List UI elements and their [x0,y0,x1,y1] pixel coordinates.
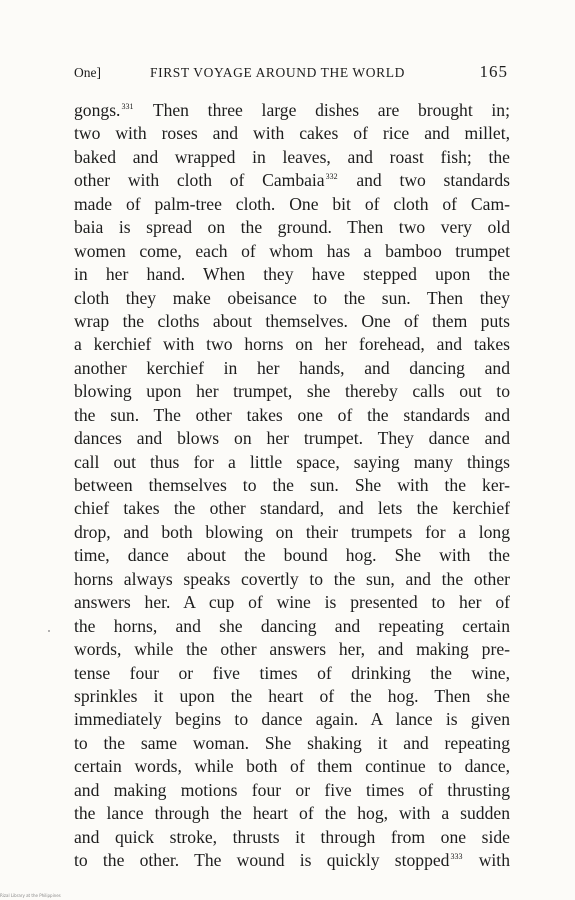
text-line [74,826,510,849]
text-line-segment: chief takes the other standard, and lets the kerchief [74,498,510,519]
scan-footer: Rizal Library at the Philippines [0,893,61,898]
text-line-segment: tense four or five times of drinking the wine, [74,662,510,683]
text-line-segment: blowing upon her trumpet, she thereby calls out to [74,381,510,402]
text-line-segment: and quick stroke, thrusts it through from one side [74,826,510,847]
text-line-segment: other with cloth of Cambaia [74,170,325,191]
text-line [74,591,510,614]
text-line-segment: certain words, while both of them continue to dance, [74,756,510,777]
footnote-marker: 331 [121,102,134,111]
text-line-segment: dances and blows on her trumpet. They dance and [74,428,510,449]
text-line [74,685,510,708]
text-line [74,755,510,778]
body-text [74,99,510,872]
text-line-segment: the lance through the heart of the hog, with a sudden [74,803,510,824]
text-line-segment: made of palm-tree cloth. One bit of cloth of Cam- [74,193,510,214]
text-line-segment: the horns, and she dancing and repeating certain [74,615,510,636]
footnote-marker: 332 [325,172,338,182]
text-line-segment: two with roses and with cakes of rice and millet, [74,123,510,144]
text-line-segment: baia is spread on the ground. Then two very old [74,217,510,238]
text-line-segment: time, dance about the bound hog. She with the [74,545,510,566]
text-line-segment: call out thus for a little space, saying many things [74,451,510,472]
text-line [74,779,510,802]
text-line [74,357,510,380]
text-line [74,216,510,239]
text-line [74,380,510,403]
text-line [74,497,510,520]
text-line [74,99,510,122]
text-line [74,568,510,591]
text-line-segment: words, while the other answers her, and making pre- [74,639,510,660]
text-line-segment: and making motions four or five times of thrusting [74,779,510,800]
text-line [74,404,510,427]
running-title: FIRST VOYAGE AROUND THE WORLD [150,65,405,80]
text-line-segment: women come, each of whom has a bamboo trumpet [74,240,510,261]
text-line [74,521,510,544]
text-line [74,474,510,497]
text-line-segment: in her hand. When they have stepped upon the [74,264,510,285]
text-line [74,333,510,356]
text-line-segment: gongs. [74,100,121,120]
text-line-segment: another kerchief in her hands, and dancing and [74,357,510,378]
text-line-segment: sprinkles it upon the heart of the hog. Then she [74,685,510,706]
running-header [74,62,508,84]
text-line [74,427,510,450]
text-line-segment: to the other. The wound is quickly stopped [74,850,450,870]
text-line [74,287,510,310]
text-line-segment: immediately begins to dance again. A lance is given [74,709,510,730]
text-line-segment: Then three large dishes are brought in; [134,100,510,120]
page-speck [48,630,50,632]
text-line [74,638,510,661]
text-line-segment: drop, and both blowing on their trumpets for a long [74,521,510,542]
text-line-segment: a kerchief with two horns on her forehead, and takes [74,334,510,355]
text-line [74,310,510,333]
text-line [74,146,510,169]
text-line [74,802,510,825]
text-line [74,169,510,192]
text-line [74,732,510,755]
text-line [74,263,510,286]
text-line-segment: answers her. A cup of wine is presented to her of [74,592,510,613]
text-line [74,193,510,216]
text-line-segment: the sun. The other takes one of the standards and [74,404,510,425]
text-line [74,615,510,638]
text-line-segment: baked and wrapped in leaves, and roast fish; the [74,146,510,167]
text-line-segment: with [463,850,510,870]
text-line-segment: horns always speaks covertly to the sun, and the other [74,568,510,589]
text-line [74,451,510,474]
footnote-marker: 333 [450,852,463,861]
text-line [74,662,510,685]
text-line [74,708,510,731]
text-line-segment: between themselves to the sun. She with the ker- [74,475,510,495]
text-line [74,544,510,567]
chapter-tag: One] [74,65,101,80]
text-line [74,240,510,263]
page-number: 165 [479,62,508,81]
text-line [74,122,510,145]
text-line-segment: to the same woman. She shaking it and repeating [74,732,510,753]
text-line-segment: wrap the cloths about themselves. One of them puts [74,310,510,331]
text-line-segment: cloth they make obeisance to the sun. Then they [74,287,510,308]
text-line-segment: and two standards [338,170,510,191]
text-line [74,849,510,872]
